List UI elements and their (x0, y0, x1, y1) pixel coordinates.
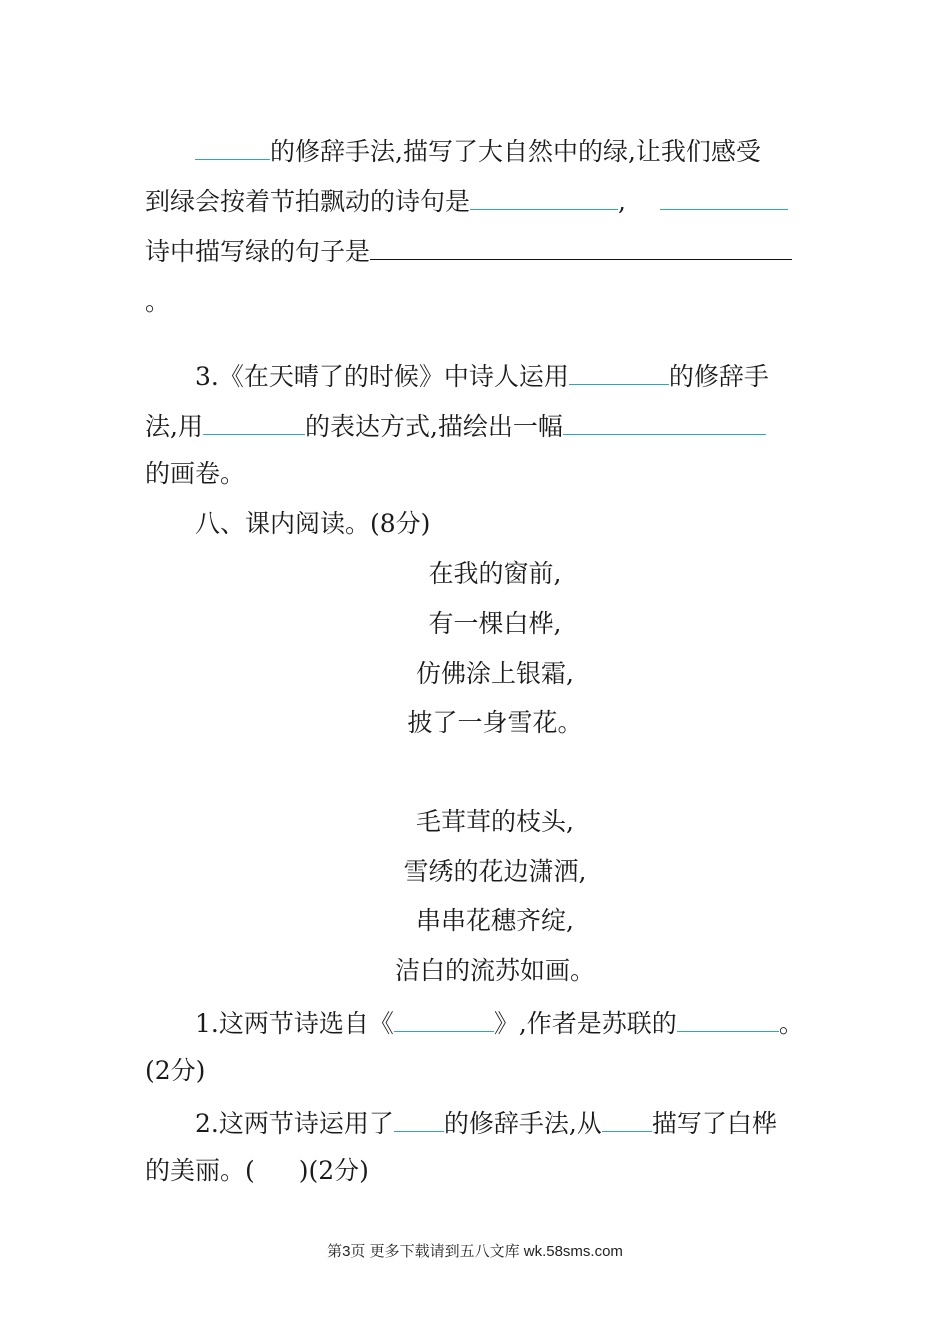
item3-line1 (195, 356, 769, 392)
poem-line: 仿佛涂上银霜, (416, 659, 574, 688)
poem-line: 串串花穗齐绽, (416, 906, 574, 935)
item2-line3 (145, 231, 792, 267)
poem-line: 雪绣的花边潇洒, (403, 857, 587, 886)
question-1-score (145, 1053, 205, 1089)
q1-end: 。 (778, 1009, 804, 1038)
item3-line1-suffix: 的修辞手 (668, 362, 769, 391)
question-2-line2 (145, 1153, 369, 1189)
answer-blank[interactable] (394, 1103, 444, 1132)
q1-score: (2分) (145, 1056, 206, 1085)
item2-line2-text: 到绿会按着节拍飘动的诗句是 (145, 187, 471, 216)
answer-blank[interactable] (569, 356, 669, 385)
answer-blank[interactable] (203, 406, 305, 435)
item2-comma: , (618, 187, 626, 216)
item2-line1-text: 的修辞手法,描写了大自然中的绿,让我们感受 (270, 137, 761, 166)
q1-prefix: 1.这两节诗选自《 (195, 1009, 394, 1038)
page-footer: 第3页 更多下载请到五八文库 wk.58sms.com (327, 1243, 623, 1260)
poem-line: 有一棵白桦, (428, 609, 562, 638)
item3-line3 (145, 456, 245, 492)
poem-line: 洁白的流苏如画。 (394, 956, 595, 985)
answer-blank[interactable] (660, 181, 788, 210)
answer-blank[interactable] (563, 406, 766, 435)
poem-line: 披了一身雪花。 (407, 708, 583, 737)
item3-line3-text: 的画卷。 (145, 459, 246, 488)
q2-prefix: 2.这两节诗运用了 (195, 1109, 394, 1138)
answer-blank[interactable] (470, 181, 618, 210)
item3-line1-prefix: 3.《在天晴了的时候》中诗人运用 (195, 362, 569, 391)
item3-line2 (145, 406, 766, 442)
section-heading: 八、课内阅读。(8分) (195, 509, 431, 538)
item2-line1 (195, 131, 761, 167)
answer-blank[interactable] (602, 1103, 652, 1132)
answer-blank[interactable] (195, 131, 270, 160)
item2-line4-text: 。 (145, 287, 171, 316)
item2-line4 (145, 284, 170, 320)
question-2 (195, 1103, 777, 1139)
item3-line2-mid: 的表达方式,描绘出一幅 (304, 412, 563, 441)
item2-line2 (145, 181, 788, 217)
answer-blank[interactable] (677, 1003, 779, 1032)
answer-blank[interactable] (394, 1003, 494, 1032)
q1-mid: 》,作者是苏联的 (493, 1009, 677, 1038)
question-1 (195, 1003, 804, 1039)
item2-line3-text: 诗中描写绿的句子是 (145, 237, 371, 266)
item3-line2-prefix: 法,用 (145, 412, 203, 441)
q2-mid: 的修辞手法,从 (443, 1109, 602, 1138)
q2-suffix: 描写了白桦 (651, 1109, 777, 1138)
poem-line: 在我的窗前, (428, 559, 562, 588)
q2-line2-end: )(2分) (298, 1156, 369, 1185)
poem-line: 毛茸茸的枝头, (416, 807, 574, 836)
q2-line2: 的美丽。( (145, 1156, 255, 1185)
answer-blank[interactable] (370, 231, 792, 260)
section8-heading (195, 506, 430, 542)
